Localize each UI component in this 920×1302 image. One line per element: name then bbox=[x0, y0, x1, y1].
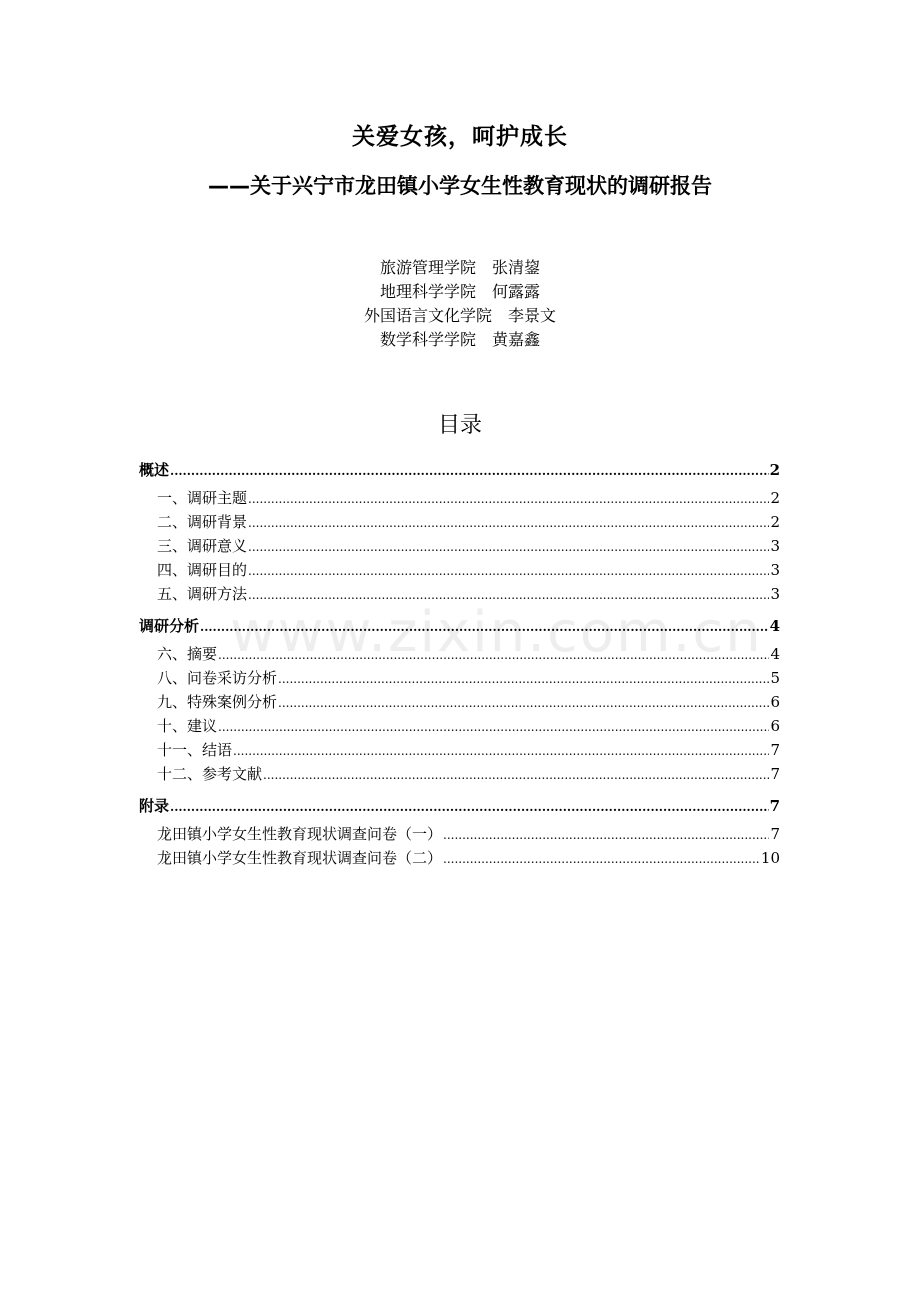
toc-leader-dots bbox=[248, 511, 769, 535]
toc-entry[interactable] bbox=[139, 642, 780, 666]
toc-entry-label: 概述 bbox=[139, 461, 170, 479]
toc-entry[interactable] bbox=[139, 558, 780, 582]
toc-entry-page-number: 6 bbox=[770, 693, 780, 711]
toc-leader-dots bbox=[218, 643, 769, 667]
table-of-contents bbox=[139, 458, 780, 870]
author-line: 旅游管理学院 张清鋆 bbox=[379, 258, 540, 277]
toc-entry[interactable] bbox=[139, 582, 780, 606]
toc-entry-label: 三、调研意义 bbox=[157, 537, 248, 555]
toc-entry-page-number: 2 bbox=[769, 461, 780, 479]
toc-entry-label: 十一、结语 bbox=[157, 741, 233, 759]
toc-entry-page-number: 5 bbox=[770, 669, 780, 687]
toc-entry-label: 龙田镇小学女生性教育现状调查问卷（一） bbox=[157, 825, 443, 843]
toc-entry[interactable] bbox=[139, 738, 780, 762]
toc-section-entry[interactable] bbox=[139, 794, 780, 818]
toc-entry-page-number: 3 bbox=[770, 537, 780, 555]
toc-entry-page-number: 7 bbox=[770, 825, 780, 843]
toc-entry-page-number: 3 bbox=[770, 585, 780, 603]
toc-entry-page-number: 6 bbox=[770, 717, 780, 735]
toc-leader-dots bbox=[248, 583, 769, 607]
toc-entry-label: 调研分析 bbox=[139, 617, 200, 635]
toc-heading: 目录 bbox=[437, 413, 482, 438]
toc-leader-dots bbox=[170, 459, 769, 483]
toc-leader-dots bbox=[218, 715, 769, 739]
toc-entry-page-number: 10 bbox=[760, 849, 780, 867]
toc-leader-dots bbox=[170, 795, 769, 819]
toc-entry-page-number: 4 bbox=[769, 617, 780, 635]
toc-entry-label: 十、建议 bbox=[157, 717, 218, 735]
toc-entry-label: 附录 bbox=[139, 797, 170, 815]
toc-leader-dots bbox=[248, 487, 769, 511]
toc-section-entry[interactable] bbox=[139, 614, 780, 638]
toc-leader-dots bbox=[443, 847, 760, 871]
toc-entry[interactable] bbox=[139, 822, 780, 846]
toc-entry-page-number: 2 bbox=[770, 513, 780, 531]
toc-entry[interactable] bbox=[139, 714, 780, 738]
toc-entry-label: 八、问卷采访分析 bbox=[157, 669, 278, 687]
toc-section-entry[interactable] bbox=[139, 458, 780, 482]
toc-entry-label: 十二、参考文献 bbox=[157, 765, 263, 783]
toc-entry[interactable] bbox=[139, 846, 780, 870]
toc-entry-label: 九、特殊案例分析 bbox=[157, 693, 278, 711]
document-title: 关爱女孩，呵护成长 bbox=[352, 124, 568, 150]
toc-leader-dots bbox=[248, 535, 769, 559]
toc-entry-page-number: 7 bbox=[770, 741, 780, 759]
toc-leader-dots bbox=[200, 615, 769, 639]
toc-entry[interactable] bbox=[139, 510, 780, 534]
toc-entry-page-number: 7 bbox=[769, 797, 780, 815]
toc-entry-label: 龙田镇小学女生性教育现状调查问卷（二） bbox=[157, 849, 443, 867]
author-line: 外国语言文化学院 李景文 bbox=[363, 306, 556, 325]
toc-entry-page-number: 3 bbox=[770, 561, 780, 579]
toc-entry-label: 五、调研方法 bbox=[157, 585, 248, 603]
toc-entry-page-number: 2 bbox=[770, 489, 780, 507]
toc-leader-dots bbox=[233, 739, 769, 763]
toc-leader-dots bbox=[278, 691, 769, 715]
toc-entry-label: 四、调研目的 bbox=[157, 561, 248, 579]
toc-leader-dots bbox=[278, 667, 769, 691]
toc-entry-page-number: 4 bbox=[770, 645, 780, 663]
toc-leader-dots bbox=[263, 763, 769, 787]
toc-leader-dots bbox=[443, 823, 769, 847]
author-list bbox=[0, 256, 920, 352]
toc-entry[interactable] bbox=[139, 534, 780, 558]
toc-entry-label: 六、摘要 bbox=[157, 645, 218, 663]
toc-entry[interactable] bbox=[139, 486, 780, 510]
toc-entry[interactable] bbox=[139, 762, 780, 786]
watermark: www.zixin.com.cn bbox=[230, 600, 763, 665]
author-line: 地理科学学院 何露露 bbox=[379, 282, 540, 301]
author-line: 数学科学学院 黄嘉鑫 bbox=[379, 330, 540, 349]
toc-entry[interactable] bbox=[139, 690, 780, 714]
toc-entry-label: 一、调研主题 bbox=[157, 489, 248, 507]
toc-entry[interactable] bbox=[139, 666, 780, 690]
toc-leader-dots bbox=[248, 559, 769, 583]
toc-entry-label: 二、调研背景 bbox=[157, 513, 248, 531]
toc-entry-page-number: 7 bbox=[770, 765, 780, 783]
document-subtitle: ——关于兴宁市龙田镇小学女生性教育现状的调研报告 bbox=[208, 174, 712, 198]
